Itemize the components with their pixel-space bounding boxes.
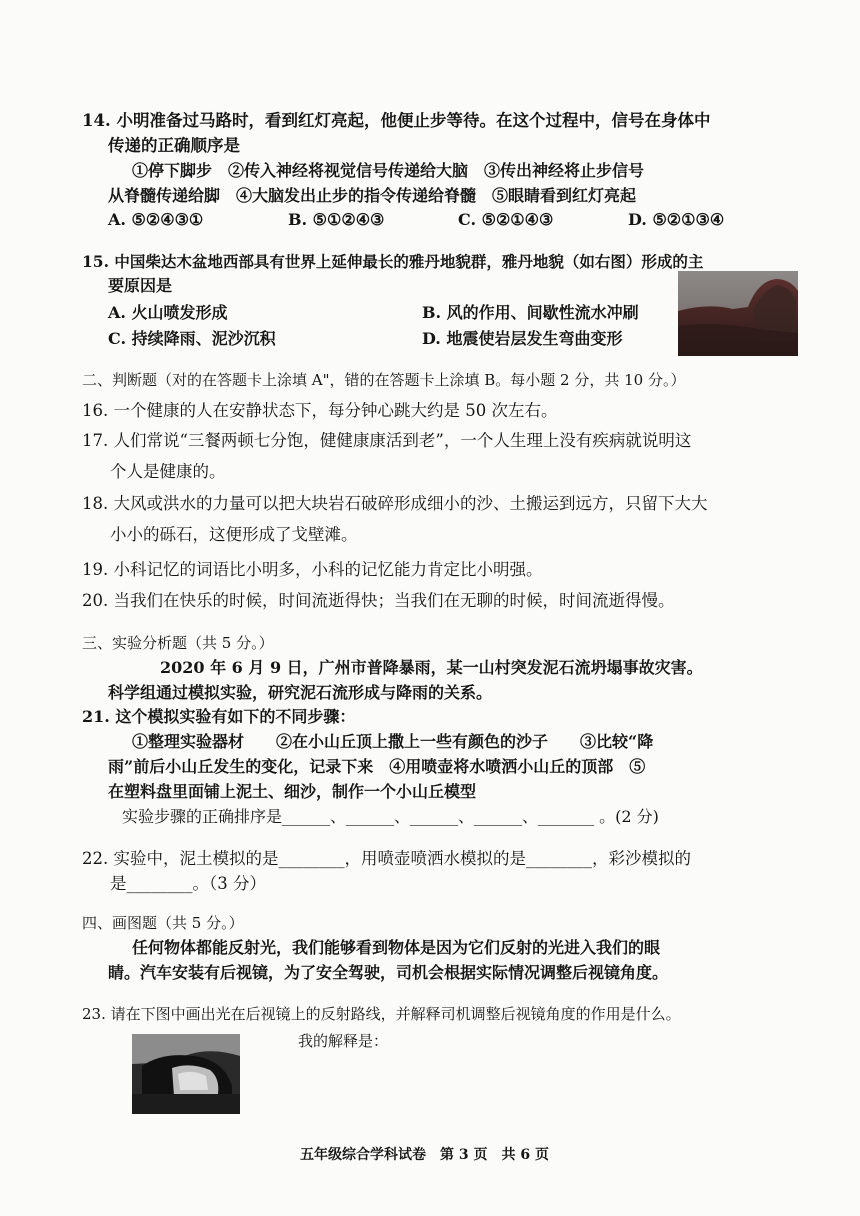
q15-option-a: A. 火山喷发形成 xyxy=(108,303,228,322)
yardang-photo xyxy=(678,271,798,356)
q14-line3: ①停下脚步 ②传入神经将视觉信号传递给大脑 ③传出神经将止步信号 xyxy=(132,161,645,180)
q21-line1: 21. 这个模拟实验有如下的不同步骤： xyxy=(82,707,356,726)
q15-line1: 15. 中国柴达木盆地西部具有世界上延伸最长的雅丹地貌群，雅丹地貌（如右图）形成的主 xyxy=(82,252,704,271)
q22-line2: 是________。（3 分） xyxy=(110,874,266,893)
q20: 20. 当我们在快乐的时候，时间流逝得快；当我们在无聊的时候，时间流逝得慢。 xyxy=(82,591,675,610)
q17-line2: 个人是健康的。 xyxy=(110,462,226,481)
q18-line1: 18. 大风或洪水的力量可以把大块岩石破碎形成细小的沙、土搬运到远方，只留下大大 xyxy=(82,494,708,513)
q16: 16. 一个健康的人在安静状态下，每分钟心跳大约是 50 次左右。 xyxy=(82,401,558,420)
q18-line2: 小小的砾石，这便形成了戈壁滩。 xyxy=(110,525,358,544)
q15-option-c: C. 持续降雨、泥沙沉积 xyxy=(108,329,276,348)
q15-line2: 要原因是 xyxy=(108,276,173,295)
q15-option-b: B. 风的作用、间歇性流水冲刷 xyxy=(422,303,639,322)
section3-intro1: 2020 年 6 月 9 日，广州市普降暴雨，某一山村突发泥石流坍塌事故灾害。 xyxy=(160,658,703,677)
q21-line3: 雨”前后小山丘发生的变化，记录下来 ④用喷壶将水喷洒小山丘的顶部 ⑤ xyxy=(108,757,646,776)
section4-intro2: 睛。汽车安装有后视镜，为了安全驾驶，司机会根据实际情况调整后视镜角度。 xyxy=(108,963,669,982)
q14-option-c: C. ⑤②①④③ xyxy=(458,210,554,229)
section4-intro1: 任何物体都能反射光，我们能够看到物体是因为它们反射的光进入我们的眼 xyxy=(132,938,661,957)
q15-option-d: D. 地震使岩层发生弯曲变形 xyxy=(422,329,623,348)
q14-option-d: D. ⑤②①③④ xyxy=(628,210,725,229)
page-footer: 五年级综合学科试卷 第 3 页 共 6 页 xyxy=(300,1147,549,1163)
q21-line2: ①整理实验器材 ②在小山丘顶上撒上一些有颜色的沙子 ③比较“降 xyxy=(132,732,654,751)
q19: 19. 小科记忆的词语比小明多，小科的记忆能力肯定比小明强。 xyxy=(82,560,543,579)
section3-intro2: 科学组通过模拟实验，研究泥石流形成与降雨的关系。 xyxy=(108,683,493,702)
q14-line4: 从脊髓传递给脚 ④大脑发出止步的指令传递给脊髓 ⑤眼睛看到红灯亮起 xyxy=(108,186,637,205)
section4-heading: 四、画图题（共 5 分。） xyxy=(82,914,244,932)
q17-line1: 17. 人们常说“三餐两顿七分饱，健健康康活到老”，一个人生理上没有疾病就说明这 xyxy=(82,431,692,450)
section3-heading: 三、实验分析题（共 5 分。） xyxy=(82,634,274,652)
q22-line1: 22. 实验中，泥土模拟的是________，用喷壶喷洒水模拟的是________，彩沙模拟的 xyxy=(82,849,691,868)
q14-line1: 14. 小明准备过马路时，看到红灯亮起，他便止步等待。在这个过程中，信号在身体中 xyxy=(82,111,711,130)
q14-line2: 传递的正确顺序是 xyxy=(108,136,240,155)
q23-line1: 23. 请在下图中画出光在后视镜上的反射路线，并解释司机调整后视镜角度的作用是什么。 xyxy=(82,1005,681,1023)
q23-explain-label: 我的解释是： xyxy=(298,1032,389,1050)
rearview-mirror-photo xyxy=(132,1034,240,1114)
q14-option-b: B. ⑤①②④③ xyxy=(288,210,385,229)
q21-line4: 在塑料盘里面铺上泥土、细沙，制作一个小山丘模型 xyxy=(108,782,477,801)
section2-heading: 二、判断题（对的在答题卡上涂填 A"，错的在答题卡上涂填 B。每小题 2 分，共 10 分。） xyxy=(82,371,686,389)
q14-option-a: A. ⑤②④③① xyxy=(108,210,204,229)
q21-line5: 实验步骤的正确排序是______、______、______、______、_______ 。(2 分) xyxy=(122,807,659,826)
